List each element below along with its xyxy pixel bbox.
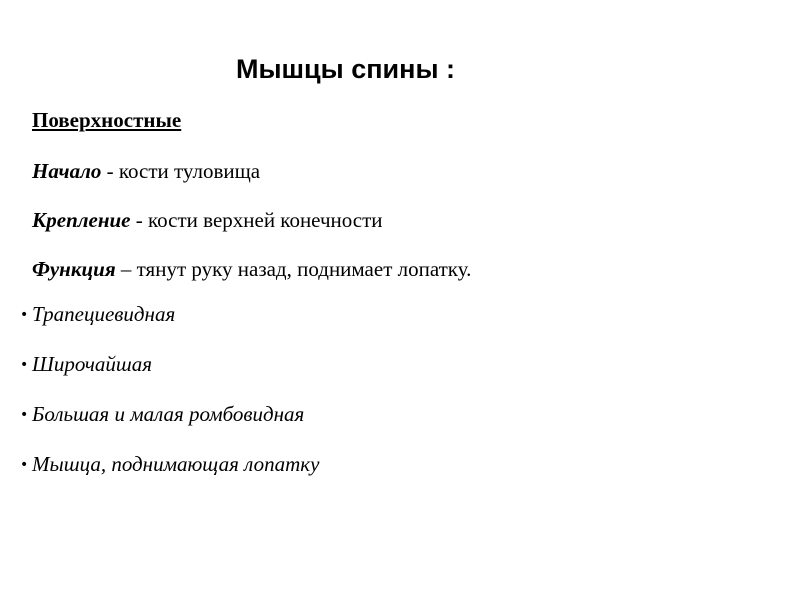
definition-term: Функция bbox=[32, 257, 116, 281]
definition-row-origin bbox=[32, 158, 260, 184]
definition-row-insertion bbox=[32, 207, 383, 233]
definition-separator: – bbox=[115, 257, 137, 281]
slide-title: Мышцы спины : bbox=[236, 54, 455, 84]
definition-text: тянут руку назад, поднимает лопатку. bbox=[136, 257, 472, 281]
bullet-icon: • bbox=[20, 357, 29, 373]
list-item-label: Большая и малая ромбовидная bbox=[32, 402, 305, 426]
bullet-icon: • bbox=[20, 457, 29, 473]
definition-row-function bbox=[32, 256, 471, 282]
definition-separator: - bbox=[101, 159, 119, 183]
definition-term: Начало bbox=[32, 159, 102, 183]
bullet-icon: • bbox=[20, 307, 29, 323]
list-item bbox=[20, 351, 319, 401]
list-item bbox=[20, 451, 319, 501]
list-item-label: Трапециевидная bbox=[32, 302, 176, 326]
definition-term: Крепление bbox=[32, 208, 131, 232]
list-item-label: Мышца, поднимающая лопатку bbox=[32, 452, 320, 476]
bullet-icon: • bbox=[20, 407, 29, 423]
definition-separator: - bbox=[130, 208, 148, 232]
list-item-label: Широчайшая bbox=[32, 352, 152, 376]
list-item bbox=[20, 401, 319, 451]
muscle-list bbox=[20, 301, 319, 501]
list-item bbox=[20, 301, 319, 351]
definition-text: кости туловища bbox=[118, 159, 261, 183]
section-heading: Поверхностные bbox=[32, 108, 182, 132]
definition-text: кости верхней конечности bbox=[148, 208, 383, 232]
